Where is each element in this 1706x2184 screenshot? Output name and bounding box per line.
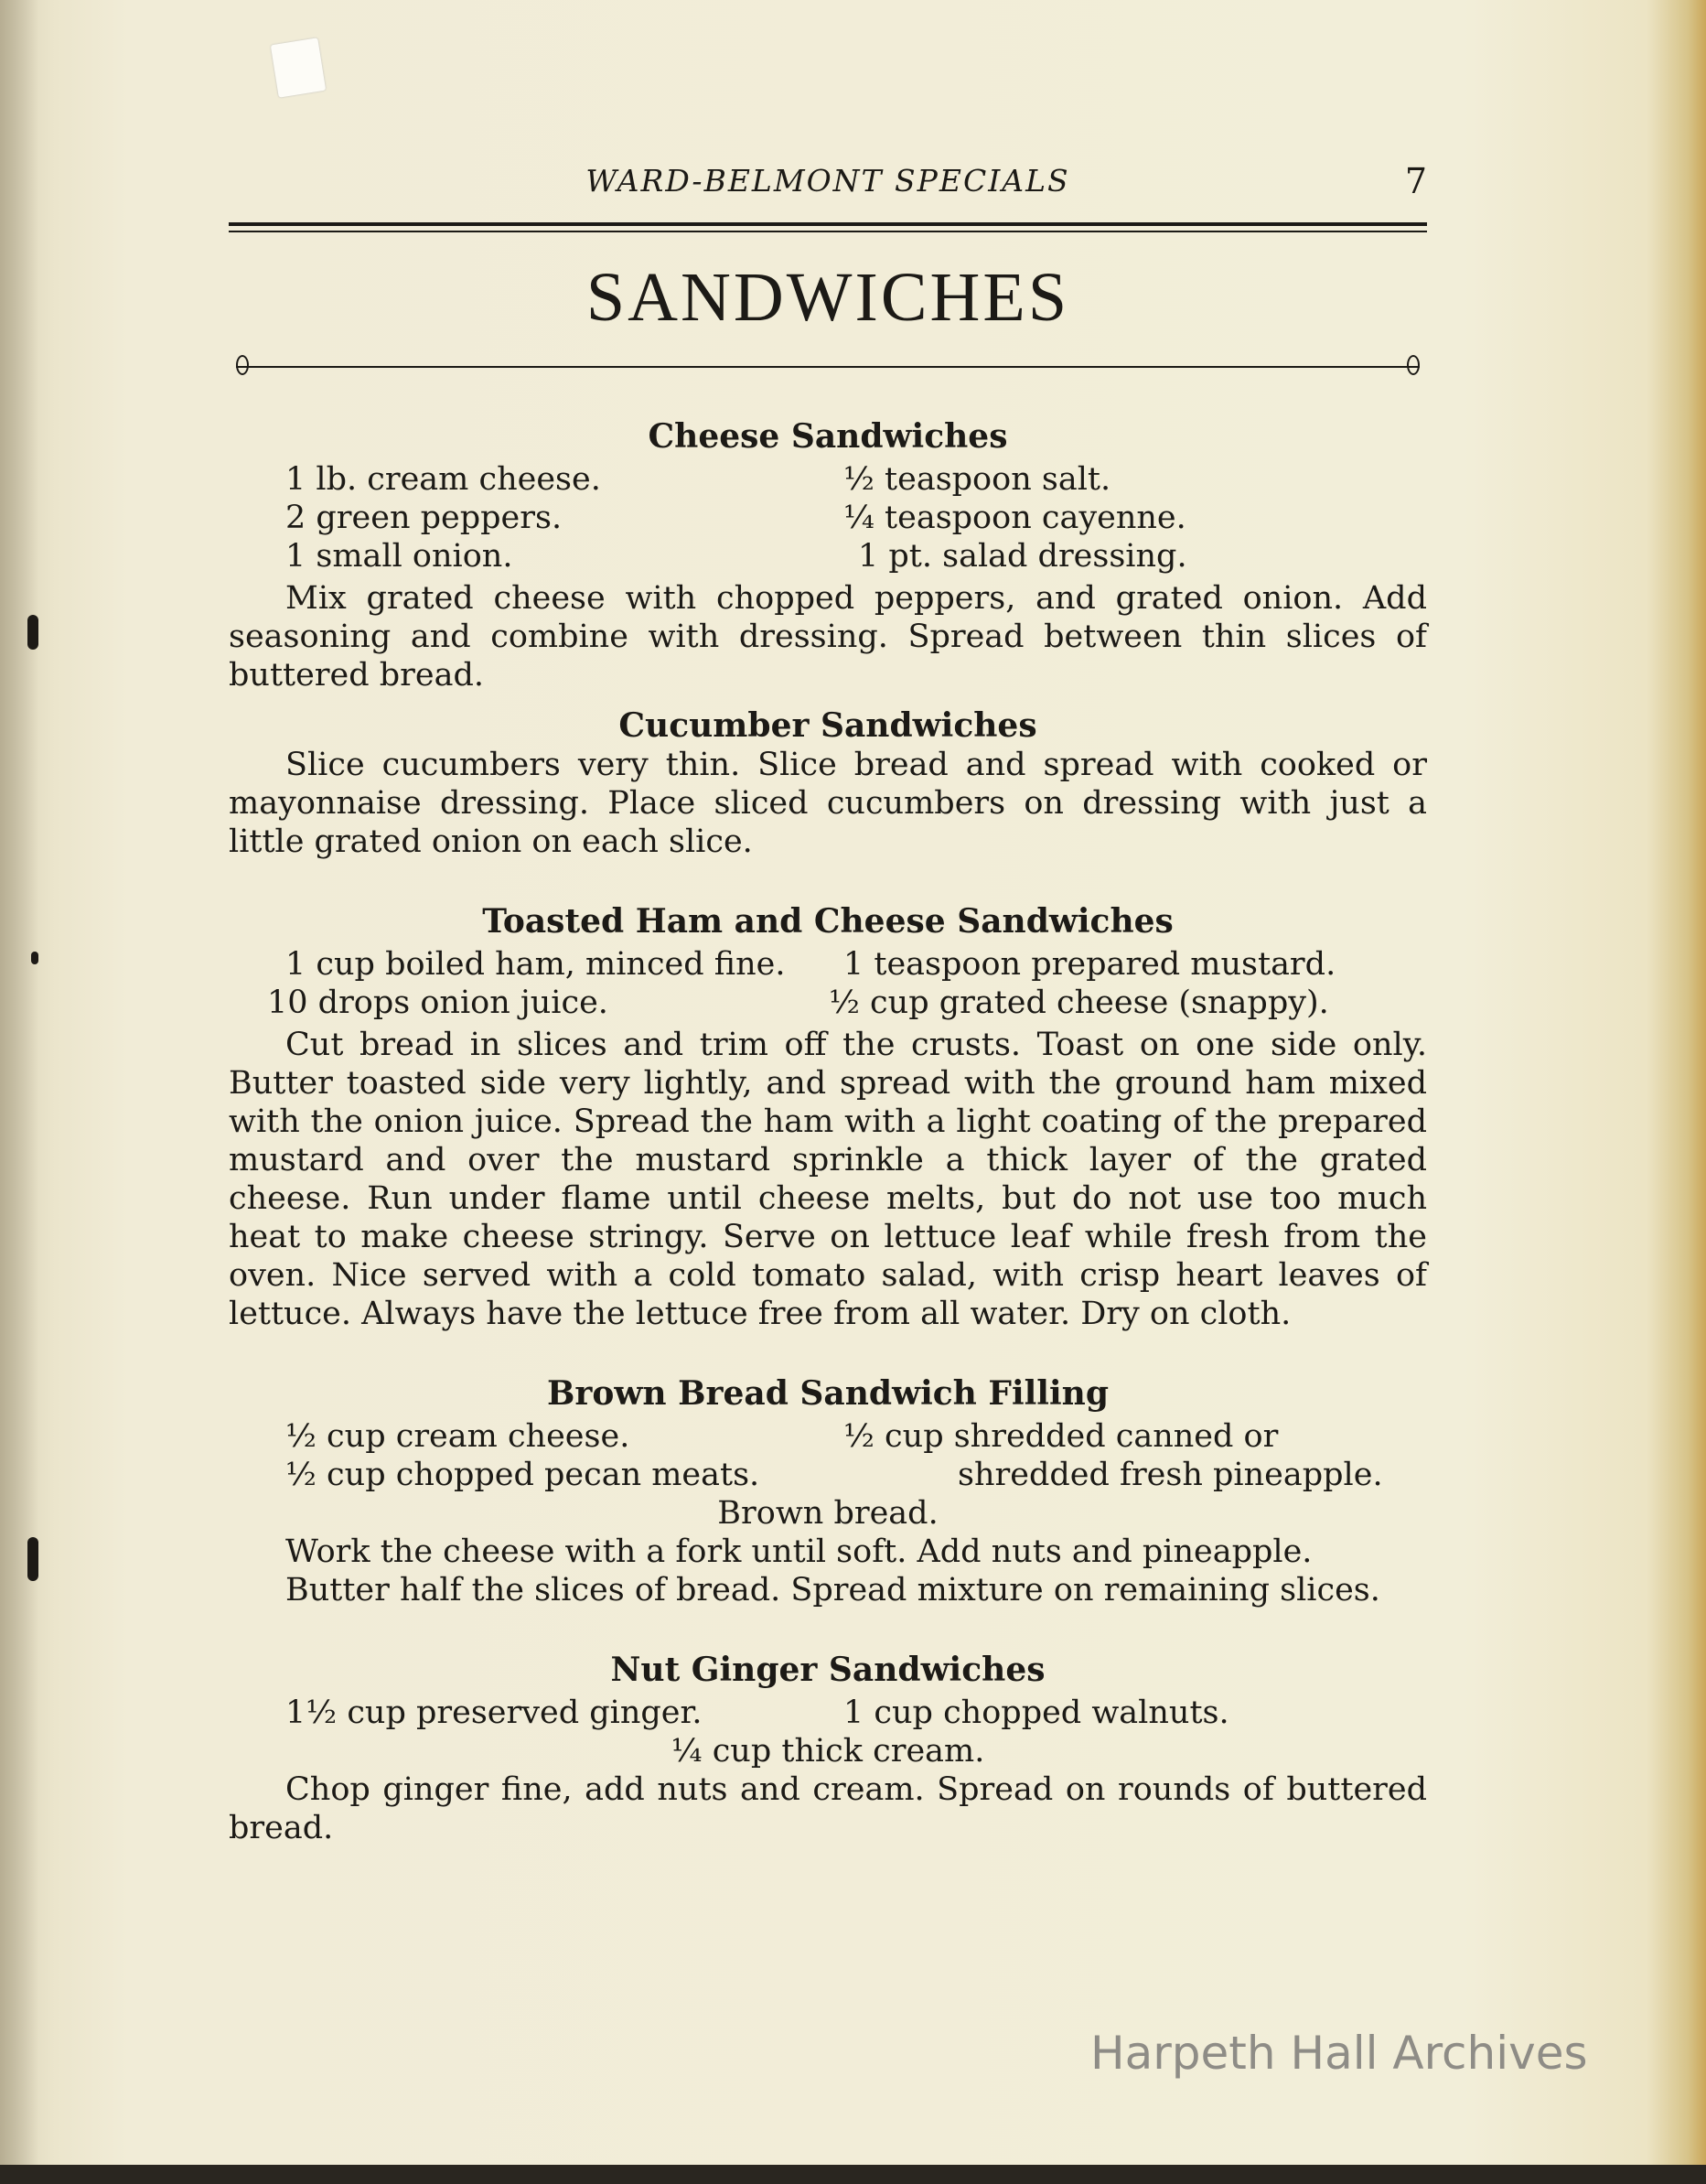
page-number: 7	[1404, 161, 1427, 201]
archive-watermark: Harpeth Hall Archives	[1090, 2027, 1588, 2080]
spine-shadow	[0, 0, 38, 2184]
recipe-heading-nut-ginger: Nut Ginger Sandwiches	[610, 1651, 1046, 1689]
recipe-directions-nut-ginger: Chop ginger fine, add nuts and cream. Spread on rounds of buttered bread.	[229, 1771, 1427, 1846]
page-title: SANDWICHES	[585, 259, 1070, 336]
ingredient: 1 cup chopped walnuts.	[843, 1694, 1229, 1731]
binding-hole	[27, 615, 38, 650]
ingredient: ½ cup cream cheese.	[285, 1418, 630, 1455]
ingredient: 1 teaspoon prepared mustard.	[843, 946, 1336, 983]
ingredient: ½ teaspoon salt.	[843, 461, 1111, 498]
page-bottom-edge	[0, 2165, 1706, 2184]
paper-tear	[271, 38, 326, 97]
ingredient: ¼ teaspoon cayenne.	[843, 500, 1186, 536]
recipe-directions-cheese: Mix grated cheese with chopped peppers, and grated onion. Add seasoning and combine with dressing. Spread between thin slices of buttered bread.	[229, 580, 1427, 694]
ingredient: ½ cup chopped pecan meats.	[285, 1457, 760, 1493]
ingredients-brown-bread	[229, 1417, 1427, 1494]
ornament-left	[236, 355, 249, 375]
ingredient: ½ cup shredded canned or	[843, 1418, 1279, 1455]
ingredient: 1 pt. salad dressing.	[858, 538, 1187, 575]
recipe-heading-cheese: Cheese Sandwiches	[648, 417, 1008, 456]
ingredients-nut-ginger	[229, 1694, 1427, 1732]
ingredients-cheese	[229, 460, 1427, 576]
binding-hole	[31, 952, 38, 964]
ornamental-rule	[236, 366, 1420, 368]
ingredient: 10 drops onion juice.	[267, 984, 608, 1021]
recipe-directions-cucumber: Slice cucumbers very thin. Slice bread and spread with cooked or mayonnaise dressing. Place sliced cucumbers on dressing with just a little grated onion on each slice.	[229, 747, 1427, 860]
ingredient: shredded fresh pineapple.	[958, 1457, 1383, 1493]
header-rule	[229, 222, 1427, 226]
running-header	[229, 163, 1427, 209]
recipe-directions-brown-bread-1: Work the cheese with a fork until soft. Add nuts and pineapple.	[285, 1533, 1313, 1570]
recipe-heading-brown-bread: Brown Bread Sandwich Filling	[546, 1374, 1109, 1413]
running-title: WARD-BELMONT SPECIALS	[585, 163, 1070, 199]
ingredient-center: Brown bread.	[717, 1495, 939, 1532]
ornament-right	[1407, 355, 1420, 375]
recipe-content	[229, 416, 1427, 1847]
ingredients-ham-cheese	[229, 945, 1427, 1022]
recipe-heading-ham-cheese: Toasted Ham and Cheese Sandwiches	[482, 902, 1174, 941]
recipe-directions-brown-bread-2: Butter half the slices of bread. Spread mixture on remaining slices.	[285, 1572, 1380, 1608]
ingredient: 1 small onion.	[285, 538, 513, 575]
recipe-directions-ham-cheese: Cut bread in slices and trim off the crusts. Toast on one side only. Butter toasted side very lightly, and spread with the ground ham mixed with the onion juice. Spread the ham with a light coating of the prepared mustard and over the mustard sprinkle a thick layer of the grated cheese. Run under flame until cheese melts, but do not use too much heat to make cheese stringy. Serve on lettuce leaf while fresh from the oven. Nice served with a cold tomato salad, with crisp heart leaves of lettuce. Always have the lettuce free from all water. Dry on cloth.	[229, 1027, 1427, 1332]
ingredient: 2 green peppers.	[285, 500, 563, 536]
ingredient: ½ cup grated cheese (snappy).	[829, 984, 1329, 1021]
ingredient: 1 cup boiled ham, minced fine.	[285, 946, 786, 983]
recipe-heading-cucumber: Cucumber Sandwiches	[618, 706, 1037, 745]
ingredient: 1½ cup preserved ginger.	[285, 1694, 703, 1731]
ingredient: 1 lb. cream cheese.	[285, 461, 601, 498]
header-rule-thin	[229, 231, 1427, 232]
ingredient-center: ¼ cup thick cream.	[671, 1733, 985, 1770]
binding-hole	[27, 1537, 38, 1581]
